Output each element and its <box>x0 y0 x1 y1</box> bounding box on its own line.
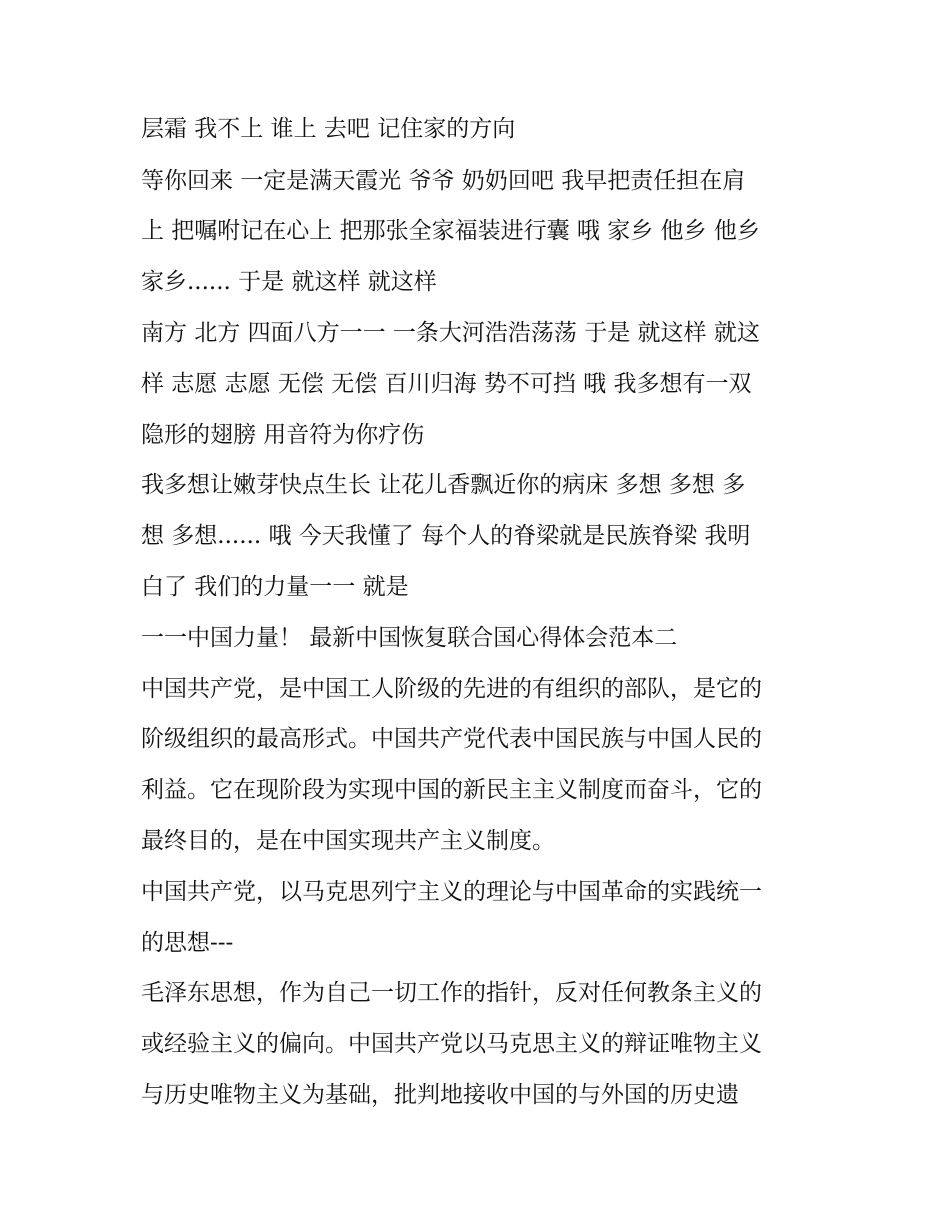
text-line: 毛泽东思想，作为自己一切工作的指针，反对任何教条主义的 <box>141 980 762 1006</box>
text-line: 或经验主义的偏向。中国共产党以马克思主义的辩证唯物主义 <box>141 1031 762 1057</box>
text-line: 样 志愿 志愿 无偿 无偿 百川归海 势不可挡 哦 我多想有一双 <box>141 371 752 397</box>
text-line: 的思想--- <box>141 930 234 956</box>
text-line: 中国共产党，以马克思列宁主义的理论与中国革命的实践统一 <box>141 879 762 905</box>
text-line: 中国共产党，是中国工人阶级的先进的有组织的部队，是它的 <box>141 676 762 702</box>
text-line: 阶级组织的最高形式。中国共产党代表中国民族与中国人民的 <box>141 726 762 752</box>
text-line: 白了 我们的力量一一 就是 <box>141 574 409 600</box>
text-line: 最终目的，是在中国实现共产主义制度。 <box>141 828 555 854</box>
text-line: 南方 北方 四面八方一一 一条大河浩浩荡荡 于是 就这样 就这 <box>141 320 760 346</box>
text-line: 想 多想...... 哦 今天我懂了 每个人的脊梁就是民族脊梁 我明 <box>141 523 751 549</box>
text-line: 利益。它在现阶段为实现中国的新民主主义制度而奋斗，它的 <box>141 777 762 803</box>
text-line: 等你回来 一定是满天霞光 爷爷 奶奶回吧 我早把责任担在肩 <box>141 168 746 194</box>
text-line: 层霜 我不上 谁上 去吧 记住家的方向 <box>141 116 516 142</box>
text-line: 与历史唯物主义为基础，批判地接收中国的与外国的历史遗 <box>141 1082 739 1108</box>
text-line: 隐形的翅膀 用音符为你疗伤 <box>141 422 425 448</box>
text-line: 上 把嘱咐记在心上 把那张全家福装进行囊 哦 家乡 他乡 他乡 <box>141 218 760 244</box>
text-line: 我多想让嫩芽快点生长 让花儿香飘近你的病床 多想 多想 多 <box>141 472 746 498</box>
text-line: 家乡...... 于是 就这样 就这样 <box>141 269 437 295</box>
section-heading: 一一中国力量！ 最新中国恢复联合国心得体会范本二 <box>141 625 678 651</box>
